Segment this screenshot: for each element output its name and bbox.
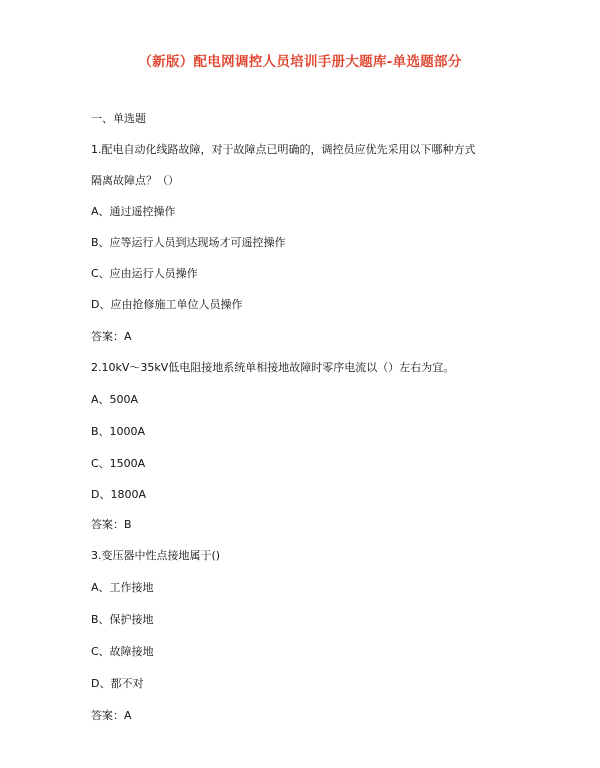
question-3-option-a: A、工作接地 bbox=[91, 581, 154, 594]
question-2-option-b: B、1000A bbox=[91, 425, 146, 438]
question-2-answer: 答案：B bbox=[91, 518, 132, 531]
question-3-stem: 3.变压器中性点接地属于() bbox=[91, 549, 221, 562]
question-3-option-d: D、都不对 bbox=[91, 677, 144, 690]
question-3-answer: 答案：A bbox=[91, 709, 132, 722]
question-3-option-c: C、故障接地 bbox=[91, 645, 154, 658]
question-1-stem-line-2: 隔离故障点？（） bbox=[91, 174, 179, 187]
question-3-option-b: B、保护接地 bbox=[91, 613, 154, 626]
document-title: （新版）配电网调控人员培训手册大题库-单选题部分 bbox=[138, 54, 462, 70]
question-2-option-c: C、1500A bbox=[91, 457, 146, 470]
question-1-option-d: D、应由抢修施工单位人员操作 bbox=[91, 298, 243, 311]
question-2-option-d: D、1800A bbox=[91, 488, 146, 501]
question-2-stem: 2.10kV～35kV低电阻接地系统单相接地故障时零序电流以（）左右为宜。 bbox=[91, 361, 455, 374]
question-1-option-b: B、应等运行人员到达现场才可遥控操作 bbox=[91, 236, 286, 249]
question-1-option-a: A、通过遥控操作 bbox=[91, 205, 176, 218]
question-1-answer: 答案：A bbox=[91, 330, 132, 343]
question-2-option-a: A、500A bbox=[91, 393, 139, 406]
question-1-stem-line-1: 1.配电自动化线路故障，对于故障点已明确的，调控员应优先采用以下哪种方式 bbox=[91, 143, 476, 156]
section-heading: 一、单选题 bbox=[91, 112, 146, 125]
question-1-option-c: C、应由运行人员操作 bbox=[91, 267, 198, 280]
